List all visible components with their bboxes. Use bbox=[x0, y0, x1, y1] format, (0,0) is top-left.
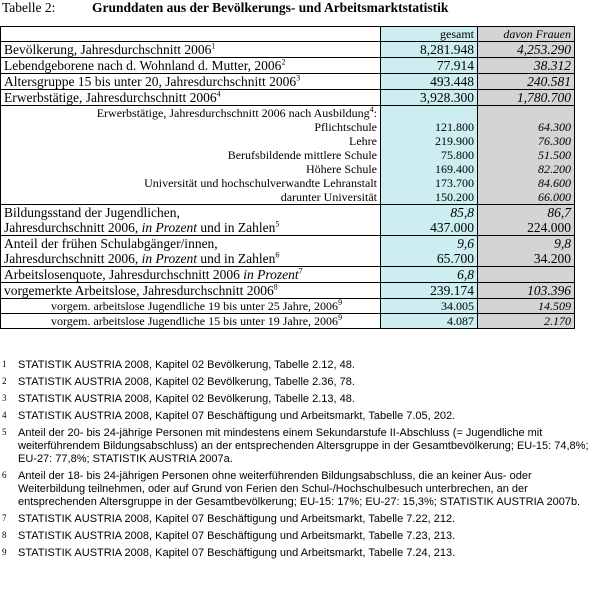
value-gesamt: 4.087 bbox=[381, 314, 478, 329]
table-row bbox=[1, 58, 575, 74]
value-gesamt-percent: 85,8 bbox=[381, 205, 478, 221]
value-frauen: 240.581 bbox=[478, 74, 575, 90]
value-frauen: 103.396 bbox=[478, 283, 575, 299]
table-row bbox=[1, 267, 575, 283]
footnote bbox=[2, 393, 596, 406]
footnote bbox=[2, 376, 596, 389]
value-gesamt: 77.914 bbox=[381, 58, 478, 74]
footnote-text: STATISTIK AUSTRIA 2008, Kapitel 07 Beschäftigung und Arbeitsmarkt, Tabelle 7.22, 212. bbox=[18, 513, 456, 525]
table-row bbox=[1, 162, 575, 176]
footnote-number: 4 bbox=[2, 410, 7, 420]
value-gesamt: 219.900 bbox=[381, 134, 478, 148]
table-title: Grunddaten aus der Bevölkerungs- und Arbeitsmarktstatistik bbox=[92, 0, 449, 15]
value-frauen: 38.312 bbox=[478, 58, 575, 74]
row-label: Universität und hochschulverwandte Lehranstalt bbox=[1, 176, 381, 190]
value-frauen: 2.170 bbox=[478, 314, 575, 329]
value-frauen: 51.500 bbox=[478, 148, 575, 162]
table-row bbox=[1, 90, 575, 106]
footnote-text: Anteil der 18- bis 24-jährigen Personen ohne weiterführenden Bildungsabschluss, die an keiner Aus- oder Weiterbildung teilnehmen, oder auf Grund von Ferien den Schul-/Hochschulbesuch unterbrechen, an der entsprechenden Altersgruppe in der Gesamtbevölkerung; EU-15: 17%; EU-27: 15,3%; STATISTIK AUSTRIA 2007b. bbox=[18, 470, 581, 508]
value-frauen: 34.200 bbox=[478, 251, 575, 267]
row-label: Bevölkerung, Jahresdurchschnitt 2006$^1$ bbox=[1, 42, 381, 58]
value-gesamt: 437.000 bbox=[381, 220, 478, 236]
value-frauen bbox=[478, 267, 575, 283]
row-label: darunter Universität bbox=[1, 190, 381, 205]
value-gesamt: 173.700 bbox=[381, 176, 478, 190]
value-frauen: 66.000 bbox=[478, 190, 575, 205]
value-gesamt: 75.800 bbox=[381, 148, 478, 162]
value-frauen: 4,253.290 bbox=[478, 42, 575, 58]
footnote-text: Anteil der 20- bis 24-jährige Personen mit mindestens einem Sekundarstufe II-Abschluss (= Jugendliche mit weiterführendem Bildungsabschluss) an der entsprechenden Altersgruppe in der Gesamtbevölkerung; EU-15: 74,8%; EU-27: 77,8%; STATISTIK AUSTRIA 2007a. bbox=[18, 427, 589, 465]
value-gesamt: 493.448 bbox=[381, 74, 478, 90]
table-row bbox=[1, 176, 575, 190]
footnote-number: 9 bbox=[2, 547, 7, 557]
value-frauen-percent: 86,7 bbox=[478, 205, 575, 221]
footnote-text: STATISTIK AUSTRIA 2008, Kapitel 07 Beschäftigung und Arbeitsmarkt, Tabelle 7.23, 213. bbox=[18, 530, 456, 542]
statistics-table bbox=[0, 26, 575, 329]
value-gesamt-percent: 6,8 bbox=[381, 267, 478, 283]
footnote-number: 2 bbox=[2, 376, 7, 386]
value-frauen-percent: 9,8 bbox=[478, 236, 575, 252]
value-gesamt: 169.400 bbox=[381, 162, 478, 176]
footnote bbox=[2, 359, 596, 372]
table-row bbox=[1, 314, 575, 329]
table-row bbox=[1, 42, 575, 58]
row-label: Bildungsstand der Jugendlichen, bbox=[1, 205, 381, 221]
value-gesamt: 239.174 bbox=[381, 283, 478, 299]
subsection-heading: Erwerbstätige, Jahresdurchschnitt 2006 nach Ausbildung$^4$: bbox=[1, 106, 381, 121]
footnote-number: 1 bbox=[2, 359, 7, 369]
value-gesamt: 34.005 bbox=[381, 299, 478, 314]
value-frauen: 84.600 bbox=[478, 176, 575, 190]
footnote bbox=[2, 427, 596, 466]
row-label: Anteil der frühen Schulabgänger/innen, bbox=[1, 236, 381, 252]
footnote-number: 3 bbox=[2, 393, 7, 403]
value-gesamt: 65.700 bbox=[381, 251, 478, 267]
row-label: Jahresdurchschnitt 2006, in Prozent und in Zahlen$^5$ bbox=[1, 220, 381, 236]
row-label: vorgemerkte Arbeitslose, Jahresdurchschnitt 2006$^8$ bbox=[1, 283, 381, 299]
footnote-text: STATISTIK AUSTRIA 2008, Kapitel 02 Bevölkerung, Tabelle 2.36, 78. bbox=[18, 376, 355, 388]
table-row bbox=[1, 283, 575, 299]
footnote-text: STATISTIK AUSTRIA 2008, Kapitel 02 Bevölkerung, Tabelle 2.13, 48. bbox=[18, 393, 355, 405]
value-gesamt bbox=[381, 106, 478, 121]
table-row bbox=[1, 190, 575, 205]
table-row bbox=[1, 106, 575, 121]
value-gesamt: 8,281.948 bbox=[381, 42, 478, 58]
footnote-number: 5 bbox=[2, 427, 7, 437]
row-label: Arbeitslosenquote, Jahresdurchschnitt 2006 in Prozent$^7$ bbox=[1, 267, 381, 283]
footnote bbox=[2, 470, 596, 509]
row-label: Lebendgeborene nach d. Wohnland d. Mutter, 2006$^2$ bbox=[1, 58, 381, 74]
header-row bbox=[1, 27, 575, 42]
row-label: vorgem. arbeitslose Jugendliche 19 bis unter 25 Jahre, 2006$^9$ bbox=[1, 299, 381, 314]
footnote-text: STATISTIK AUSTRIA 2008, Kapitel 07 Beschäftigung und Arbeitsmarkt, Tabelle 7.24, 213. bbox=[18, 547, 456, 559]
row-label: Pflichtschule bbox=[1, 120, 381, 134]
table-number: Tabelle 2: bbox=[2, 0, 56, 15]
footnote-text: STATISTIK AUSTRIA 2008, Kapitel 07 Beschäftigung und Arbeitsmarkt, Tabelle 7.05, 202. bbox=[18, 410, 456, 422]
footnote bbox=[2, 547, 596, 560]
footnote bbox=[2, 513, 596, 526]
footnote-text: STATISTIK AUSTRIA 2008, Kapitel 02 Bevölkerung, Tabelle 2.12, 48. bbox=[18, 359, 355, 371]
table-row bbox=[1, 134, 575, 148]
row-label: Jahresdurchschnitt 2006, in Prozent und in Zahlen$^6$ bbox=[1, 251, 381, 267]
footnote-number: 7 bbox=[2, 513, 7, 523]
row-label: Altersgruppe 15 bis unter 20, Jahresdurchschnitt 2006$^3$ bbox=[1, 74, 381, 90]
row-label: Lehre bbox=[1, 134, 381, 148]
header-gesamt: gesamt bbox=[381, 27, 478, 42]
table-row bbox=[1, 148, 575, 162]
table-row bbox=[1, 220, 575, 236]
value-frauen: 64.300 bbox=[478, 120, 575, 134]
footnote bbox=[2, 410, 596, 423]
footnote-number: 6 bbox=[2, 470, 7, 480]
table-row bbox=[1, 236, 575, 252]
table-row bbox=[1, 74, 575, 90]
value-frauen: 14.509 bbox=[478, 299, 575, 314]
value-frauen bbox=[478, 106, 575, 121]
table-row bbox=[1, 251, 575, 267]
value-frauen: 76.300 bbox=[478, 134, 575, 148]
table-row bbox=[1, 299, 575, 314]
row-label: Berufsbildende mittlere Schule bbox=[1, 148, 381, 162]
footnote-number: 8 bbox=[2, 530, 7, 540]
footnote bbox=[2, 530, 596, 543]
footnotes bbox=[2, 359, 596, 564]
row-label: vorgem. arbeitslose Jugendliche 15 bis unter 19 Jahre, 2006$^9$ bbox=[1, 314, 381, 329]
value-frauen: 1,780.700 bbox=[478, 90, 575, 106]
header-empty-cell bbox=[1, 27, 381, 42]
value-frauen: 224.000 bbox=[478, 220, 575, 236]
value-gesamt-percent: 9,6 bbox=[381, 236, 478, 252]
row-label: Erwerbstätige, Jahresdurchschnitt 2006$^4$ bbox=[1, 90, 381, 106]
row-label: Höhere Schule bbox=[1, 162, 381, 176]
value-gesamt: 121.800 bbox=[381, 120, 478, 134]
table-caption bbox=[2, 0, 448, 16]
table-row bbox=[1, 120, 575, 134]
header-frauen: davon Frauen bbox=[478, 27, 575, 42]
value-gesamt: 150.200 bbox=[381, 190, 478, 205]
table-row bbox=[1, 205, 575, 221]
value-gesamt: 3,928.300 bbox=[381, 90, 478, 106]
value-frauen: 82.200 bbox=[478, 162, 575, 176]
